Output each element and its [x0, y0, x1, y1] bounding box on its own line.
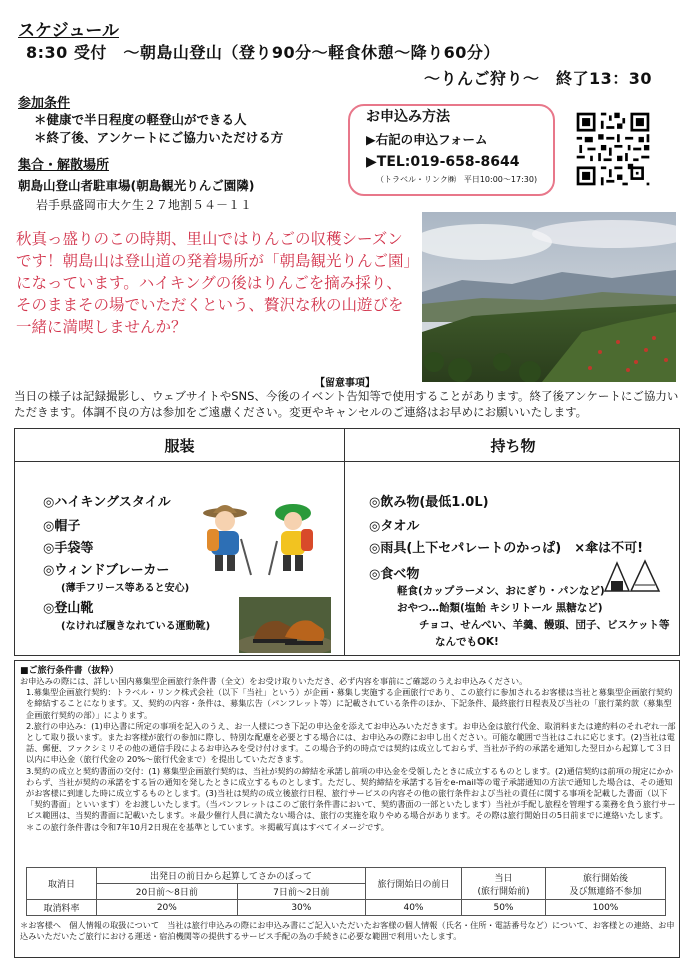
- meeting-place: 朝島山登山者駐車場(朝島観光りんご園隣): [18, 178, 255, 193]
- condition-item-1: ＊健康で半日程度の軽登山ができる人: [34, 112, 247, 127]
- fee-rate-3: 40%: [366, 900, 462, 916]
- fee-label-7-2: 7日前～2日前: [237, 884, 365, 900]
- clothing-note: (なければ履きなれている運動靴): [61, 621, 211, 632]
- belonging-item: ◎食べ物: [369, 567, 420, 582]
- belonging-item: ◎タオル: [369, 519, 420, 534]
- meeting-heading: 集合・解散場所: [18, 158, 110, 173]
- belonging-note: なんでもOK!: [435, 636, 499, 648]
- clothing-heading: 服装: [164, 436, 195, 455]
- clothing-item: ◎登山靴: [43, 601, 94, 616]
- fee-label-before: 出発日の前日から起算してさかのぼって: [97, 868, 366, 884]
- items-table: [14, 428, 680, 656]
- schedule-line-1: 8:30 受付 ～朝島山登山（登り90分～軽食休憩～降り60分）: [26, 43, 500, 62]
- boots-photo: [239, 597, 331, 653]
- notice-text: 当日の様子は記録撮影し、ウェブサイトやSNS、今後のイベント告知等で使用することがあります。終了後アンケートにご協力いただきます。体調不良の方は参加をご遠慮ください。変更やキャンセルのご連絡はお早めにお願いいたします。: [14, 389, 679, 419]
- fee-label-today: 当日 (旅行開始前): [462, 868, 546, 900]
- belongings-heading: 持ち物: [490, 436, 536, 455]
- mountain-photo: [422, 212, 676, 382]
- meeting-address: 岩手県盛岡市大ケ生２７地割５４－１１: [36, 198, 253, 212]
- clothing-item: ◎帽子: [43, 519, 81, 534]
- terms-p1: 1.募集型企画旅行契約：トラベル・リンク株式会社（以下「当社」という）が企画・募集し実施する企画旅行であり、この旅行に参加されるお客様は当社と募集型企画旅行契約を締結することになります。又、契約の内容・条件は、募集広告（パンフレット等）に記載されている条件のほか、下記条件、最終旅行日程表及び当社の「旅行業約款（募集型企画旅行契約の部）」によります。: [26, 687, 673, 720]
- conditions-heading: 参加条件: [18, 96, 71, 111]
- apply-hours: （トラベル・リンク㈱ 平日10:00～17:30): [376, 175, 538, 184]
- cancellation-fee-table: [26, 867, 666, 916]
- schedule-line-2: ～りんご狩り～ 終了13：30: [424, 69, 653, 88]
- clothing-item: ◎ハイキングスタイル: [43, 495, 171, 510]
- fee-label-rate: 取消料率: [27, 900, 97, 916]
- qr-code-icon[interactable]: [574, 110, 652, 188]
- notice-heading: 【留意事項】: [315, 378, 375, 389]
- apply-form-link[interactable]: ▶右記の申込フォーム: [366, 132, 488, 147]
- fee-label-20-8: 20日前～8日前: [97, 884, 238, 900]
- terms-heading: ■ご旅行条件書（抜粋）: [20, 666, 119, 676]
- intro-paragraph: 秋真っ盛りのこの時期、里山ではりんごの収穫シーズンです！朝島山は登山道の発着場所が「朝島観光りんご園」になっています。ハイキングの後はりんごを摘み採り、そのままその場でいただくという、贅沢な秋の山遊びを一緒に満喫しませんか？: [16, 230, 412, 336]
- belonging-note: チョコ、せんべい、羊羹、饅頭、団子、ビスケット等: [419, 619, 670, 631]
- terms-text: [20, 676, 676, 833]
- belonging-item: ◎飲み物(最低1.0L): [369, 495, 489, 510]
- terms-p2: 2.旅行の申込み：(1)申込書に所定の事項を記入のうえ、お一人様につき下記の申込金を添えてお申込みいただきます。お申込金は旅行代金、取消料または違約料のそれぞれ一部として取り扱います。またお客様が旅行の参加に際し、特別な配慮を必要とする場合には、お申込みの際にお申し出ください。可能な範囲で当社はこれに応じます。(2)当社は電話、郵便、ファクシミリその他の通信手段によるお申込みを受け付けます。この場合予約の時点では契約は成立しておらず、当社が予約の承諾を通知した翌日から起算して３日以内に申込金（旅行代金の 20%～旅行代金まで）を提出していただきます。: [26, 720, 676, 765]
- fee-rate-2: 30%: [237, 900, 365, 916]
- terms-intro: お申込みの際には、詳しい国内募集型企画旅行条件書（全文）をお受け取りいただき、必ず内容を事前にご確認のうえお申込みください。: [20, 676, 528, 686]
- clothing-item: ◎手袋等: [43, 541, 94, 556]
- schedule-title: スケジュール: [18, 21, 119, 41]
- hikers-illustration: [193, 499, 333, 581]
- apply-phone[interactable]: ▶TEL:019-658-8644: [366, 154, 520, 170]
- fee-rate-1: 20%: [97, 900, 238, 916]
- belonging-item: ◎雨具(上下セパレートのかっぱ) ×傘は不可!: [369, 541, 644, 556]
- clothing-item: ◎ウィンドブレーカー: [43, 563, 170, 578]
- fee-label-day: 取消日: [27, 868, 97, 900]
- belonging-note: 軽食(カップラーメン、おにぎり・パンなど): [397, 585, 605, 597]
- condition-item-2: ＊終了後、アンケートにご協力いただける方: [34, 130, 284, 145]
- fee-label-prev: 旅行開始日の前日: [366, 868, 462, 900]
- onigiri-icon: [601, 555, 661, 595]
- privacy-note: ＊お客様へ 個人情報の取扱について 当社は旅行申込みの際にお申込み書にご記入いただいたお客様の個人情報（氏名・住所・電話番号など）について、お客様との連絡、お申込みいただいたご旅行における運送・宿泊機関等の提供するサービス手配の為の手続きに必要な範囲で利用いたします。: [20, 920, 675, 942]
- belonging-note: おやつ…飴類(塩飴 キシリトール 黒糖など): [397, 602, 603, 614]
- fee-rate-5: 100%: [546, 900, 666, 916]
- terms-p3: 3.契約の成立と契約書面の交付：(1) 募集型企画旅行契約は、当社が契約の締結を承諾し前項の申込金を受領したときに成立するものとします。(2)通信契約は前項の規定にかかわらず、当社が契約の承諾をする旨の通知を発したときに成立するものとします。ただし、契約締結を承諾する旨をe-mail等の電子承諾通知の方法で通知した場合は、その通知がお客様に到達した時に成立するものとします。(3)当社は契約の成立後旅行日程、旅行サービスの内容その他の旅行条件および当社の責任に関する事項を記載した書面（以下「契約書面」といいます）をお渡しいたします。（当パンフレットはこのご旅行条件書において、契約書面の一部といたします）当社が手配し旅程を管理する業務を負う旅行サービス範囲は、当契約書面に記載いたします。＊最少催行人員に満たない場合は、旅行の実施を取りやめる場合があります。その際は旅行開始日の5日前までに連絡いたします。＊この旅行条件書は令和7年10月2日現在を基準としています。＊掲載写真はすべてイメージです。: [26, 765, 676, 832]
- apply-title: お申込み方法: [366, 109, 450, 125]
- fee-label-after: 旅行開始後 及び無連絡不参加: [546, 868, 666, 900]
- fee-rate-4: 50%: [462, 900, 546, 916]
- clothing-note: (薄手フリース等あると安心): [61, 583, 190, 594]
